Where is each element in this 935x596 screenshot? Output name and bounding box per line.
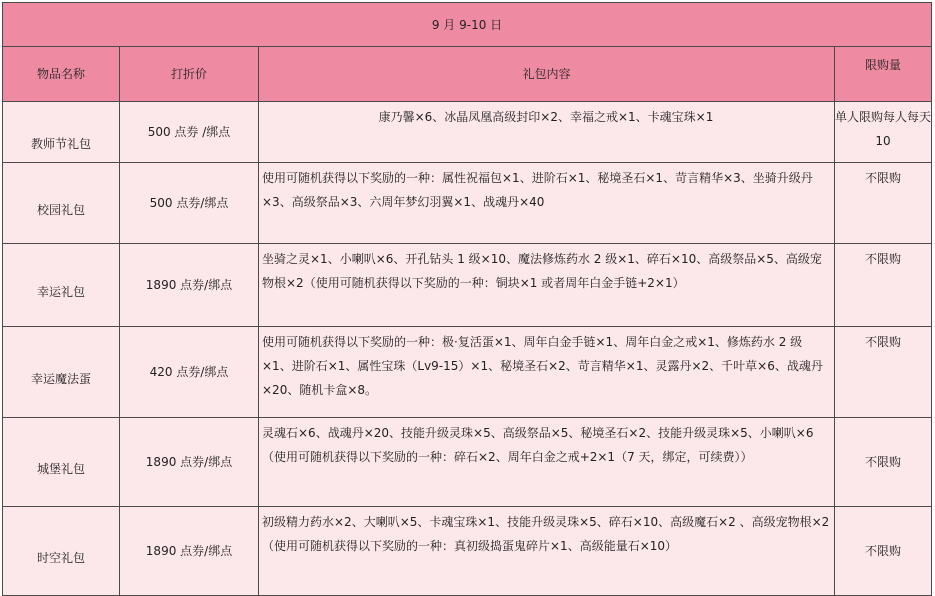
item-limit: 不限购 — [835, 327, 932, 418]
item-limit: 不限购 — [835, 163, 932, 244]
item-price: 500 点券 /绑点 — [120, 102, 259, 163]
item-price: 500 点券/绑点 — [120, 163, 259, 244]
item-content: 坐骑之灵×1、小喇叭×6、开孔钻头 1 级×10、魔法修炼药水 2 级×1、碎石×10、高级祭品×5、高级宠物根×2（使用可随机获得以下奖励的一种：铜块×1 或者周年白金手链+2×1） — [259, 244, 835, 327]
header-limit: 限购量 — [835, 47, 932, 102]
table-row — [3, 244, 932, 327]
item-limit: 不限购 — [835, 418, 932, 507]
header-content: 礼包内容 — [259, 47, 835, 102]
gift-pack-table-sheet — [2, 2, 931, 588]
table-title: 9 月 9-10 日 — [3, 3, 932, 47]
item-name: 校园礼包 — [3, 163, 120, 244]
item-price: 1890 点券/绑点 — [120, 418, 259, 507]
item-name: 时空礼包 — [3, 507, 120, 596]
item-price: 1890 点券/绑点 — [120, 507, 259, 596]
item-price: 420 点券/绑点 — [120, 327, 259, 418]
table-row — [3, 327, 932, 418]
item-name: 教师节礼包 — [3, 102, 120, 163]
table-row — [3, 102, 932, 163]
item-content: 康乃馨×6、冰晶凤凰高级封印×2、幸福之戒×1、卡魂宝珠×1 — [259, 102, 835, 163]
item-name: 城堡礼包 — [3, 418, 120, 507]
item-content: 使用可随机获得以下奖励的一种：极·复活蛋×1、周年白金手链×1、周年白金之戒×1、修炼药水 2 级×1、进阶石×1、属性宝珠（Lv9-15）×1、秘境圣石×2、苛言精华×1、灵露丹×2、千叶草×6、战魂丹×20、随机卡盒×8。 — [259, 327, 835, 418]
header-name: 物品名称 — [3, 47, 120, 102]
table-row — [3, 507, 932, 596]
gift-pack-table — [2, 2, 932, 596]
table-row — [3, 418, 932, 507]
table-header-row — [3, 47, 932, 102]
item-content: 初级精力药水×2、大喇叭×5、卡魂宝珠×1、技能升级灵珠×5、碎石×10、高级魔石×2 、高级宠物根×2（使用可随机获得以下奖励的一种：真初级捣蛋鬼碎片×1、高级能量石×10） — [259, 507, 835, 596]
header-price: 打折价 — [120, 47, 259, 102]
item-name: 幸运礼包 — [3, 244, 120, 327]
item-limit: 不限购 — [835, 244, 932, 327]
item-price: 1890 点券/绑点 — [120, 244, 259, 327]
item-limit: 不限购 — [835, 507, 932, 596]
table-row — [3, 163, 932, 244]
item-content: 使用可随机获得以下奖励的一种：属性祝福包×1、进阶石×1、秘境圣石×1、苛言精华×3、坐骑升级丹×3、高级祭品×3、六周年梦幻羽翼×1、战魂丹×40 — [259, 163, 835, 244]
table-title-row — [3, 3, 932, 47]
item-name: 幸运魔法蛋 — [3, 327, 120, 418]
item-content: 灵魂石×6、战魂丹×20、技能升级灵珠×5、高级祭品×5、秘境圣石×2、技能升级灵珠×5、小喇叭×6（使用可随机获得以下奖励的一种：碎石×2、周年白金之戒+2×1（7 天，绑定，可续费）） — [259, 418, 835, 507]
item-limit: 单人限购每人每天 10 — [835, 102, 932, 163]
